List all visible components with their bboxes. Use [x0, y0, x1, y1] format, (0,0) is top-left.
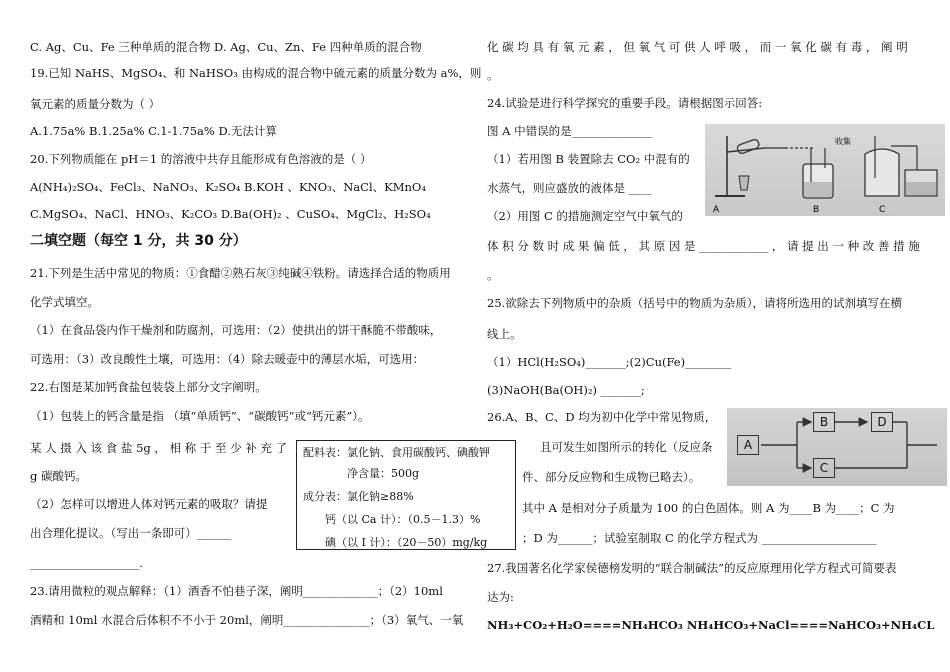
section-heading: 二填空题（每空 1 分，共 30 分） — [30, 233, 247, 249]
q22-stem: 22.右图是某加钙食盐包装袋上部分文字阐明。 — [30, 380, 267, 394]
q18-option-cd: C. Ag、Cu、Fe 三种单质的混合物 D. Ag、Cu、Zn、Fe 四种单质的混合物 — [30, 40, 422, 54]
calcium-line: 钙（以 Ca 计）：（0.5－1.3）% — [325, 513, 481, 526]
apparatus-figure — [705, 124, 945, 216]
q19-stem-cont: 氧元素的质量分数为（ ） — [30, 97, 161, 111]
iodine-line: 碘（以 I 计）：（20－50）mg/kg — [325, 536, 488, 549]
q21-parts-3-4: 可选用：（3）改良酸性土壤，可选用：（4）除去暖壶中的薄层水垢，可选用： — [30, 352, 425, 366]
q25-stem: 25.欲除去下列物质中的杂质（括号中的物质为杂质），请将所选用的试剂填写在横 — [487, 296, 903, 310]
q26-question: 其中 A 是相对分子质量为 100 的白色固体。则 A 为____B 为____；C 为 — [522, 501, 895, 515]
q23-stem-cont: 酒精和 10ml 水混合后体积不不小于 20ml，阐明_______________；（3）氧气、一氧 — [30, 613, 464, 627]
q24-part-1-cont: 水蒸气，则应盛放的液体是 ____ — [487, 181, 652, 195]
q24-part-2-cont: 体 积 分 数 时 成 果 偏 低 ， 其 原 因 是 ____________ ， 请 提 出 一 种 改 善 措 施 — [487, 239, 920, 253]
q27-stem-cont: 达为: — [487, 590, 514, 604]
q24-part-2-end: 。 — [487, 268, 499, 282]
q20-stem: 20.下列物质能在 pH＝1 的溶液中共存且能形成有色溶液的是（ ） — [30, 152, 372, 166]
node-d: D — [871, 412, 893, 432]
node-a: A — [737, 435, 759, 455]
q21-parts-1-2: （1）在食品袋内作干燥剂和防腐剂，可选用：（2）使拱出的饼干酥脆不带酸味， — [30, 323, 442, 337]
q22-answer-blank: ___________________. — [30, 556, 143, 570]
figure-label-collect: 收集 — [835, 137, 851, 146]
q23-end: 。 — [487, 68, 499, 82]
q19-options: A.1.75a% B.1.25a% C.1-1.75a% D.无法计算 — [30, 124, 277, 138]
q19-stem: 19.已知 NaHS、MgSO₄、和 NaHSO₃ 由构成的混合物中硫元素的质量分数为 a%，则 — [30, 66, 482, 80]
q24-figure-a: 图 A 中错误的是______________ — [487, 124, 653, 138]
apparatus-drawing — [705, 124, 945, 216]
q23-cont: 化 碳 均 具 有 氧 元 素 ， 但 氧 气 可 供 人 呼 吸 ， 而 一 氧 化 碳 有 毒 ， 阐 明 — [487, 40, 908, 54]
q24-part-2: （2）用图 C 的措施测定空气中氧气的 — [487, 209, 683, 223]
ingredients-line: 配料表：氯化钠、食用碳酸钙、碘酸钾 — [303, 446, 490, 459]
q27-stem: 27.我国著名化学家侯德榜发明的“联合制碱法”的反应原理用化学方程式可简要表 — [487, 561, 897, 575]
q22-part-1-cont: 某 人 摄 入 该 食 盐 5g ， 相 称 于 至 少 补 充 了 — [30, 441, 288, 455]
node-b: B — [813, 412, 835, 432]
q21-stem: 21.下列是生活中常见的物质：①食醋②熟石灰③纯碱④铁粉。请选择合适的物质用 — [30, 266, 451, 280]
q20-options-cd: C.MgSO₄、NaCl、HNO₃、K₂CO₃ D.Ba(OH)₂ 、CuSO₄、MgCl₂、H₂SO₄ — [30, 207, 431, 221]
q27-equations: NH₃+CO₂+H₂O====NH₄HCO₃ NH₄HCO₃+NaCl====NaHCO₃+NH₄CL — [487, 618, 935, 632]
q26-stem-cont: 且可发生如图所示的转化（反应条 — [540, 440, 713, 454]
composition-line: 成分表：氯化钠≥88% — [303, 490, 414, 503]
q22-part-1-end: g 碳酸钙。 — [30, 469, 88, 483]
q20-options-ab: A(NH₄)₂SO₄、FeCl₃、NaNO₃、K₂SO₄ B.KOH 、KNO₃、NaCl、KMnO₄ — [30, 180, 426, 194]
q21-stem-cont: 化学式填空。 — [30, 295, 99, 309]
q25-stem-cont: 线上。 — [487, 327, 522, 341]
transformation-diagram — [727, 408, 947, 486]
q26-stem-cont-2: 件、部分反应物和生成物已略去）。 — [522, 470, 701, 484]
q26-stem: 26.A、B、C、D 均为初中化学中常见物质， — [487, 410, 717, 424]
q22-part-1: （1）包装上的钙含量是指 （填“单质钙”、“碳酸钙”或“钙元素”）。 — [30, 409, 370, 423]
salt-label-box — [296, 440, 516, 550]
q24-stem: 24.试验是进行科学探究的重要手段。请根据图示回答: — [487, 96, 763, 110]
figure-label-c: C — [879, 205, 886, 215]
q24-part-1: （1）若用图 B 装置除去 CO₂ 中混有的 — [487, 152, 690, 166]
figure-label-b: B — [813, 205, 820, 215]
q26-question-cont: ；D 为______；试验室制取 C 的化学方程式为 ____________________ — [522, 531, 877, 545]
q25-parts-1-2: （1）HCl(H₂SO₄)_______;(2)Cu(Fe)________ — [487, 355, 732, 369]
q22-part-2: （2）怎样可以增进人体对钙元素的吸取？请提 — [30, 497, 268, 511]
node-c: C — [813, 458, 835, 478]
net-content-line: 净含量：500g — [347, 467, 420, 480]
figure-label-a: A — [713, 205, 720, 215]
q23-stem: 23.请用微粒的观点解释：（1）酒香不怕巷子深，阐明_____________；（2）10ml — [30, 584, 443, 598]
q22-part-2-cont: 出合理化提议。（写出一条即可）______ — [30, 526, 232, 540]
transformation-arrows — [727, 408, 947, 486]
q25-part-3: (3)NaOH(Ba(OH)₂) _______; — [487, 383, 645, 397]
